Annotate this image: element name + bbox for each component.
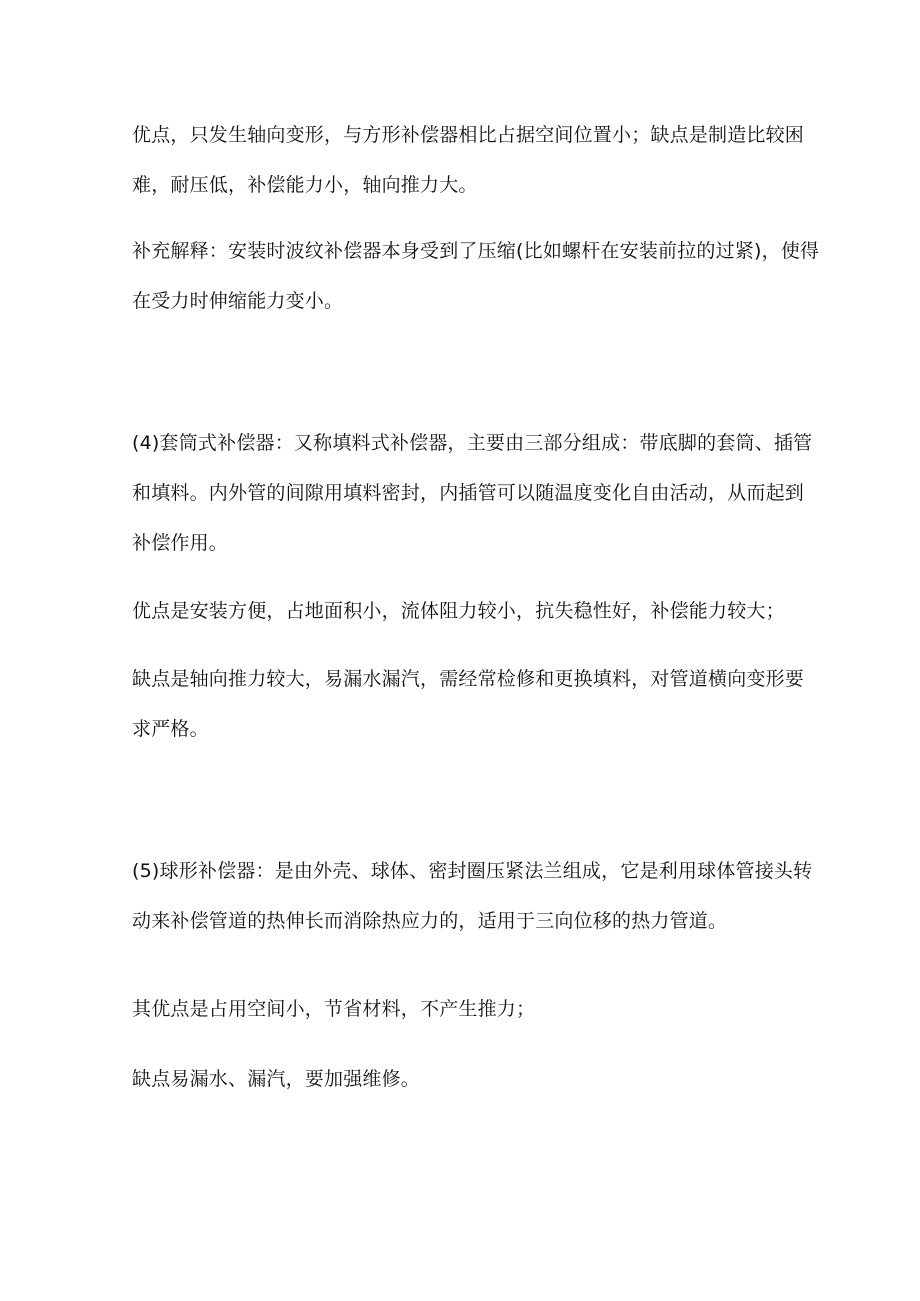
paragraph-supplementary-explanation: 补充解释：安装时波纹补偿器本身受到了压缩(比如螺杆在安装前拉的过紧)，使得在受力时伸缩能力变小。: [132, 240, 820, 312]
paragraph-corrugated-pros-cons: 优点，只发生轴向变形，与方形补偿器相比占据空间位置小；缺点是制造比较困难，耐压低，补偿能力小，轴向推力大。: [132, 124, 805, 196]
paragraph-sleeve-pros: 优点是安装方便，占地面积小，流体阻力较小，抗失稳性好，补偿能力较大；: [132, 600, 785, 622]
paragraph-ball-pros: 其优点是占用空间小，节省材料，不产生推力；: [132, 998, 536, 1020]
paragraph-ball-cons: 缺点易漏水、漏汽，要加强维修。: [132, 1068, 421, 1090]
paragraph-ball-compensator: (5)球形补偿器：是由外壳、球体、密封圈压紧法兰组成，它是利用球体管接头转动来补偿管道的热伸长而消除热应力的，适用于三向位移的热力管道。: [132, 860, 813, 932]
paragraph-sleeve-cons: 缺点是轴向推力较大，易漏水漏汽，需经常检修和更换填料，对管道横向变形要求严格。: [132, 668, 805, 740]
paragraph-sleeve-compensator: (4)套筒式补偿器：又称填料式补偿器，主要由三部分组成：带底脚的套筒、插管和填料。内外管的间隙用填料密封，内插管可以随温度变化自由活动，从而起到补偿作用。: [132, 432, 813, 554]
